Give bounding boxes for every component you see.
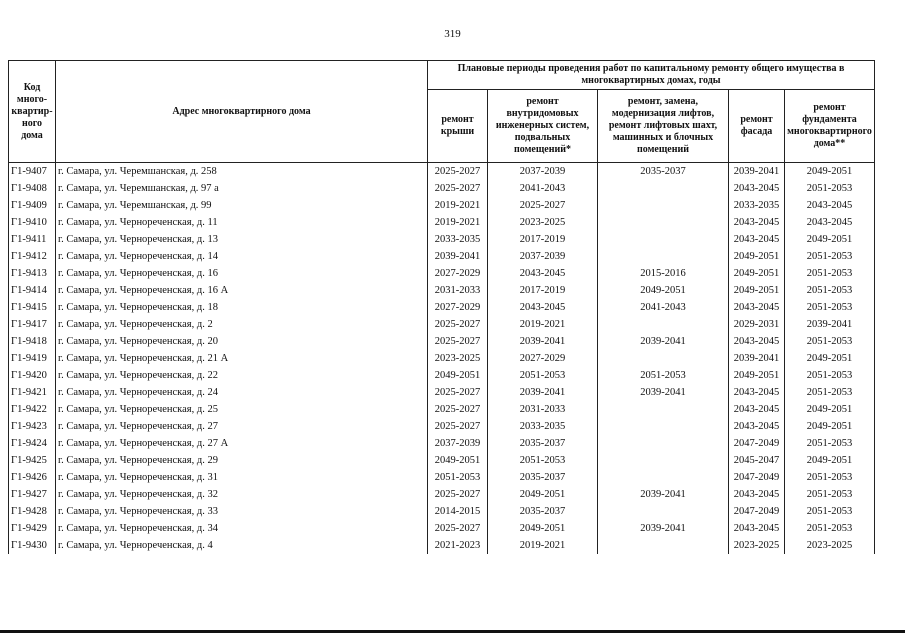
header-foundation: ремонт фундамента многоквартирного дома**	[785, 90, 875, 163]
cell-address: г. Самара, ул. Чернореченская, д. 33	[56, 503, 428, 520]
table-row	[9, 282, 875, 299]
cell-roof: 2049-2051	[428, 452, 488, 469]
cell-foundation: 2051-2053	[785, 248, 875, 265]
header-facade: ремонт фасада	[729, 90, 785, 163]
cell-address: г. Самара, ул. Чернореченская, д. 31	[56, 469, 428, 486]
header-systems: ремонт внутридомовых инженерных систем, подвальных помещений*	[488, 90, 598, 163]
cell-foundation: 2039-2041	[785, 316, 875, 333]
cell-lifts: 2049-2051	[598, 282, 729, 299]
cell-foundation: 2023-2025	[785, 537, 875, 554]
cell-code: Г1-9418	[9, 333, 56, 350]
cell-systems: 2049-2051	[488, 486, 598, 503]
page-number: 319	[444, 28, 461, 40]
cell-code: Г1-9411	[9, 231, 56, 248]
header-code	[9, 61, 56, 163]
cell-foundation: 2043-2045	[785, 197, 875, 214]
cell-foundation: 2051-2053	[785, 384, 875, 401]
table-row	[9, 418, 875, 435]
cell-facade: 2023-2025	[729, 537, 785, 554]
cell-code: Г1-9429	[9, 520, 56, 537]
cell-systems: 2039-2041	[488, 333, 598, 350]
cell-lifts	[598, 248, 729, 265]
table-row	[9, 384, 875, 401]
cell-lifts	[598, 197, 729, 214]
cell-systems: 2051-2053	[488, 367, 598, 384]
header-code-line: дома	[21, 129, 43, 141]
cell-facade: 2043-2045	[729, 333, 785, 350]
table-row	[9, 469, 875, 486]
cell-address: г. Самара, ул. Чернореченская, д. 22	[56, 367, 428, 384]
cell-facade: 2043-2045	[729, 299, 785, 316]
cell-lifts: 2015-2016	[598, 265, 729, 282]
cell-systems: 2037-2039	[488, 163, 598, 181]
cell-roof: 2025-2027	[428, 180, 488, 197]
cell-lifts	[598, 350, 729, 367]
cell-code: Г1-9424	[9, 435, 56, 452]
cell-foundation: 2049-2051	[785, 452, 875, 469]
cell-code: Г1-9425	[9, 452, 56, 469]
cell-lifts: 2039-2041	[598, 384, 729, 401]
cell-systems: 2019-2021	[488, 316, 598, 333]
cell-roof: 2025-2027	[428, 163, 488, 181]
cell-address: г. Самара, ул. Чернореченская, д. 24	[56, 384, 428, 401]
cell-systems: 2017-2019	[488, 231, 598, 248]
cell-facade: 2043-2045	[729, 418, 785, 435]
cell-code: Г1-9426	[9, 469, 56, 486]
cell-systems: 2043-2045	[488, 265, 598, 282]
table-row	[9, 401, 875, 418]
cell-roof: 2033-2035	[428, 231, 488, 248]
cell-facade: 2049-2051	[729, 248, 785, 265]
cell-foundation: 2051-2053	[785, 333, 875, 350]
cell-lifts	[598, 503, 729, 520]
header-code-line: квартир-	[11, 105, 53, 117]
cell-address: г. Самара, ул. Чернореченская, д. 29	[56, 452, 428, 469]
cell-systems: 2037-2039	[488, 248, 598, 265]
cell-facade: 2043-2045	[729, 486, 785, 503]
cell-roof: 2025-2027	[428, 384, 488, 401]
cell-roof: 2019-2021	[428, 197, 488, 214]
cell-foundation: 2051-2053	[785, 520, 875, 537]
capital-repair-table	[8, 60, 875, 554]
cell-roof: 2037-2039	[428, 435, 488, 452]
cell-roof: 2014-2015	[428, 503, 488, 520]
cell-facade: 2039-2041	[729, 163, 785, 181]
cell-facade: 2043-2045	[729, 180, 785, 197]
cell-foundation: 2043-2045	[785, 214, 875, 231]
cell-code: Г1-9420	[9, 367, 56, 384]
cell-foundation: 2051-2053	[785, 299, 875, 316]
cell-address: г. Самара, ул. Черемшанская, д. 258	[56, 163, 428, 181]
cell-facade: 2047-2049	[729, 503, 785, 520]
cell-systems: 2051-2053	[488, 452, 598, 469]
cell-address: г. Самара, ул. Чернореченская, д. 34	[56, 520, 428, 537]
cell-lifts	[598, 435, 729, 452]
cell-systems: 2025-2027	[488, 197, 598, 214]
table-row	[9, 180, 875, 197]
cell-address: г. Самара, ул. Чернореченская, д. 16	[56, 265, 428, 282]
cell-lifts	[598, 214, 729, 231]
cell-foundation: 2051-2053	[785, 367, 875, 384]
cell-lifts	[598, 537, 729, 554]
table-row	[9, 333, 875, 350]
table-row	[9, 265, 875, 282]
cell-systems: 2043-2045	[488, 299, 598, 316]
cell-address: г. Самара, ул. Черемшанская, д. 97 а	[56, 180, 428, 197]
cell-facade: 2043-2045	[729, 384, 785, 401]
table-row	[9, 316, 875, 333]
table-header	[9, 61, 875, 163]
table-row	[9, 350, 875, 367]
cell-facade: 2049-2051	[729, 282, 785, 299]
cell-roof: 2031-2033	[428, 282, 488, 299]
cell-lifts	[598, 401, 729, 418]
table-row	[9, 163, 875, 181]
cell-code: Г1-9414	[9, 282, 56, 299]
cell-code: Г1-9415	[9, 299, 56, 316]
cell-facade: 2049-2051	[729, 367, 785, 384]
cell-facade: 2047-2049	[729, 435, 785, 452]
cell-code: Г1-9413	[9, 265, 56, 282]
cell-foundation: 2051-2053	[785, 486, 875, 503]
cell-facade: 2045-2047	[729, 452, 785, 469]
cell-facade: 2039-2041	[729, 350, 785, 367]
cell-systems: 2039-2041	[488, 384, 598, 401]
cell-foundation: 2051-2053	[785, 469, 875, 486]
cell-systems: 2049-2051	[488, 520, 598, 537]
cell-systems: 2035-2037	[488, 435, 598, 452]
cell-facade: 2043-2045	[729, 401, 785, 418]
cell-code: Г1-9422	[9, 401, 56, 418]
table-row	[9, 367, 875, 384]
cell-foundation: 2049-2051	[785, 401, 875, 418]
cell-code: Г1-9419	[9, 350, 56, 367]
cell-systems: 2023-2025	[488, 214, 598, 231]
table-body	[9, 163, 875, 555]
cell-address: г. Самара, ул. Чернореченская, д. 16 А	[56, 282, 428, 299]
cell-address: г. Самара, ул. Чернореченская, д. 27 А	[56, 435, 428, 452]
cell-lifts: 2039-2041	[598, 333, 729, 350]
cell-systems: 2035-2037	[488, 469, 598, 486]
header-address: Адрес многоквартирного дома	[56, 61, 428, 163]
cell-foundation: 2051-2053	[785, 180, 875, 197]
cell-code: Г1-9421	[9, 384, 56, 401]
cell-roof: 2025-2027	[428, 401, 488, 418]
cell-foundation: 2051-2053	[785, 282, 875, 299]
cell-code: Г1-9430	[9, 537, 56, 554]
cell-systems: 2019-2021	[488, 537, 598, 554]
cell-facade: 2047-2049	[729, 469, 785, 486]
cell-systems: 2041-2043	[488, 180, 598, 197]
cell-code: Г1-9410	[9, 214, 56, 231]
cell-address: г. Самара, ул. Чернореченская, д. 13	[56, 231, 428, 248]
cell-roof: 2025-2027	[428, 418, 488, 435]
header-periods-group: Плановые периоды проведения работ по капитальному ремонту общего имущества в многоквартирных домах, годы	[428, 61, 875, 90]
cell-roof: 2025-2027	[428, 486, 488, 503]
table-row	[9, 503, 875, 520]
cell-roof: 2021-2023	[428, 537, 488, 554]
table-row	[9, 520, 875, 537]
cell-lifts	[598, 418, 729, 435]
cell-roof: 2027-2029	[428, 299, 488, 316]
cell-foundation: 2049-2051	[785, 163, 875, 181]
cell-lifts	[598, 316, 729, 333]
table-row	[9, 299, 875, 316]
table-row	[9, 214, 875, 231]
cell-facade: 2049-2051	[729, 265, 785, 282]
cell-systems: 2027-2029	[488, 350, 598, 367]
cell-address: г. Самара, ул. Чернореченская, д. 32	[56, 486, 428, 503]
cell-address: г. Самара, ул. Чернореченская, д. 4	[56, 537, 428, 554]
cell-foundation: 2051-2053	[785, 265, 875, 282]
cell-lifts: 2039-2041	[598, 520, 729, 537]
cell-systems: 2017-2019	[488, 282, 598, 299]
cell-roof: 2039-2041	[428, 248, 488, 265]
cell-address: г. Самара, ул. Чернореченская, д. 25	[56, 401, 428, 418]
cell-lifts	[598, 469, 729, 486]
cell-facade: 2029-2031	[729, 316, 785, 333]
cell-address: г. Самара, ул. Чернореченская, д. 20	[56, 333, 428, 350]
cell-foundation: 2049-2051	[785, 418, 875, 435]
cell-lifts: 2039-2041	[598, 486, 729, 503]
cell-roof: 2025-2027	[428, 520, 488, 537]
cell-foundation: 2049-2051	[785, 350, 875, 367]
cell-address: г. Самара, ул. Чернореченская, д. 21 А	[56, 350, 428, 367]
header-lifts: ремонт, замена, модернизация лифтов, ремонт лифтовых шахт, машинных и блочных помещений	[598, 90, 729, 163]
cell-systems: 2033-2035	[488, 418, 598, 435]
cell-facade: 2033-2035	[729, 197, 785, 214]
cell-address: г. Самара, ул. Черемшанская, д. 99	[56, 197, 428, 214]
header-roof: ремонт крыши	[428, 90, 488, 163]
cell-roof: 2051-2053	[428, 469, 488, 486]
cell-lifts: 2035-2037	[598, 163, 729, 181]
cell-code: Г1-9423	[9, 418, 56, 435]
cell-facade: 2043-2045	[729, 231, 785, 248]
cell-foundation: 2049-2051	[785, 231, 875, 248]
cell-code: Г1-9427	[9, 486, 56, 503]
table-row	[9, 197, 875, 214]
cell-roof: 2025-2027	[428, 333, 488, 350]
bottom-rule	[0, 630, 905, 633]
table-row	[9, 248, 875, 265]
cell-roof: 2027-2029	[428, 265, 488, 282]
header-code-line: много-	[16, 93, 48, 105]
cell-foundation: 2051-2053	[785, 435, 875, 452]
cell-code: Г1-9409	[9, 197, 56, 214]
header-code-line: Код	[23, 81, 41, 93]
cell-facade: 2043-2045	[729, 520, 785, 537]
cell-address: г. Самара, ул. Чернореченская, д. 18	[56, 299, 428, 316]
cell-address: г. Самара, ул. Чернореченская, д. 27	[56, 418, 428, 435]
cell-address: г. Самара, ул. Чернореченская, д. 2	[56, 316, 428, 333]
table-row	[9, 452, 875, 469]
cell-code: Г1-9417	[9, 316, 56, 333]
cell-address: г. Самара, ул. Чернореченская, д. 14	[56, 248, 428, 265]
cell-code: Г1-9428	[9, 503, 56, 520]
cell-roof: 2019-2021	[428, 214, 488, 231]
cell-roof: 2025-2027	[428, 316, 488, 333]
cell-facade: 2043-2045	[729, 214, 785, 231]
cell-lifts	[598, 180, 729, 197]
cell-systems: 2031-2033	[488, 401, 598, 418]
table-row	[9, 435, 875, 452]
cell-lifts: 2051-2053	[598, 367, 729, 384]
cell-systems: 2035-2037	[488, 503, 598, 520]
cell-lifts: 2041-2043	[598, 299, 729, 316]
header-code-line: ного	[21, 117, 43, 129]
cell-lifts	[598, 231, 729, 248]
cell-code: Г1-9412	[9, 248, 56, 265]
cell-roof: 2023-2025	[428, 350, 488, 367]
cell-roof: 2049-2051	[428, 367, 488, 384]
cell-code: Г1-9407	[9, 163, 56, 181]
cell-foundation: 2051-2053	[785, 503, 875, 520]
table-row	[9, 486, 875, 503]
cell-code: Г1-9408	[9, 180, 56, 197]
cell-lifts	[598, 452, 729, 469]
cell-address: г. Самара, ул. Чернореченская, д. 11	[56, 214, 428, 231]
table-row	[9, 231, 875, 248]
table-row	[9, 537, 875, 554]
